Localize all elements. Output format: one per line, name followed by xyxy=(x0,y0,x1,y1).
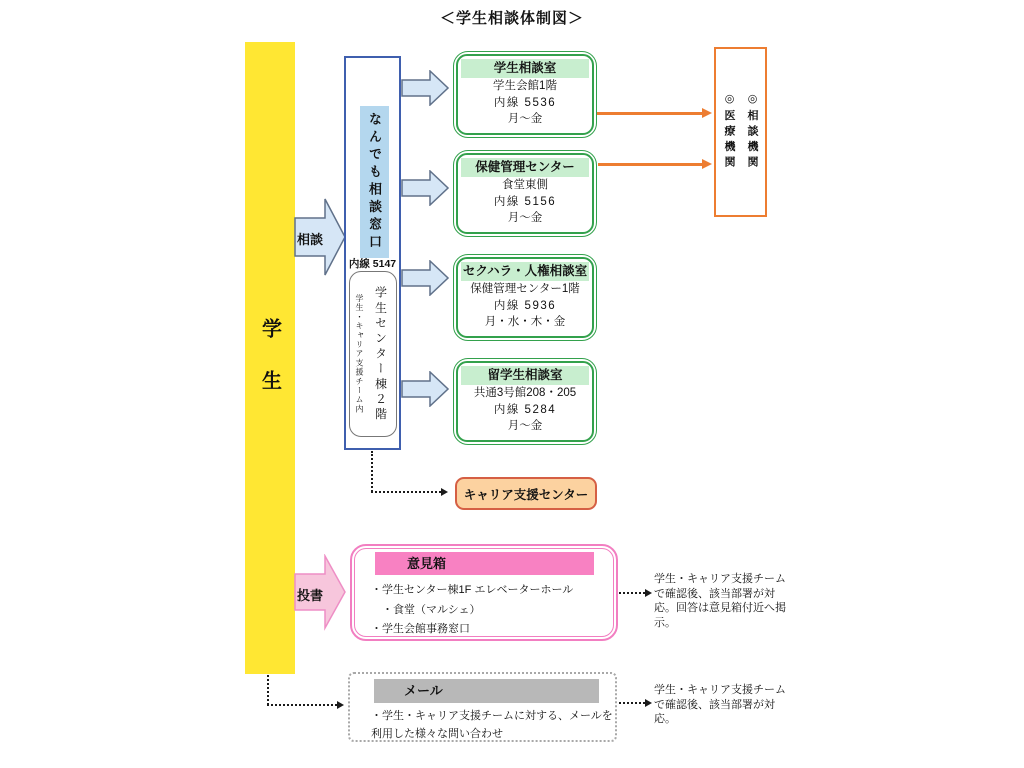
room-location: 食堂東側 xyxy=(502,179,548,191)
flow-arrow-4-icon xyxy=(401,371,449,407)
flow-arrow-3-icon xyxy=(401,260,449,296)
referral-arrowhead-1-icon xyxy=(702,108,712,118)
career-support-center-box: キャリア支援センター xyxy=(455,477,597,510)
dotted-connector-mail-h xyxy=(267,704,337,706)
referral-arrowhead-2-icon xyxy=(702,159,712,169)
room-extension: 内線 5156 xyxy=(493,195,557,208)
dotted-arrowhead-mail-note-icon xyxy=(645,699,652,707)
room-location: 共通3号館208・205 xyxy=(473,387,577,399)
post-flow-label: 投書 xyxy=(296,588,323,603)
opinion-item: ・学生センター棟1F エレベーターホール xyxy=(371,584,574,596)
room-days: 月・水・木・金 xyxy=(484,316,566,328)
dotted-connector-mail-v xyxy=(267,675,269,705)
dotted-arrowhead-mail-icon xyxy=(337,701,344,709)
room-card-harassment xyxy=(453,254,597,341)
room-title: 保健管理センター xyxy=(461,158,589,177)
consult-flow-label: 相談 xyxy=(296,232,323,247)
page-title: ＜学生相談体制図＞ xyxy=(439,10,584,27)
dotted-connector-mail-note xyxy=(619,702,645,704)
flow-arrow-1-icon xyxy=(401,70,449,106)
dotted-connector-opinion-note xyxy=(619,592,645,594)
room-card-student-counsel xyxy=(453,51,597,138)
opinion-item: ・学生会館事務窓口 xyxy=(371,623,470,635)
room-days: 月～金 xyxy=(507,212,543,224)
window-extension: 内線 5147 xyxy=(348,258,397,270)
external-institutions-box xyxy=(714,47,767,217)
dotted-arrowhead-career-icon xyxy=(441,488,448,496)
flow-arrow-2-icon xyxy=(401,170,449,206)
dotted-arrowhead-opinion-note-icon xyxy=(645,589,652,597)
dotted-connector-career-v xyxy=(371,451,373,492)
room-extension: 内線 5536 xyxy=(493,96,557,109)
mail-note: 学生・キャリア支援チームで確認後、該当部署が対応。 xyxy=(654,684,786,725)
room-extension: 内線 5936 xyxy=(493,299,557,312)
room-title: セクハラ・人権相談室 xyxy=(461,262,589,281)
window-building-label: 学生センター棟２階 xyxy=(373,285,388,423)
room-days: 月～金 xyxy=(507,420,543,432)
anything-consult-window-title: なんでも相談窓口 xyxy=(360,106,389,258)
medical-institution-label: ◎医療機関 xyxy=(723,92,735,172)
opinion-box-title: 意見箱 xyxy=(375,552,594,575)
mail-box-body: ・学生・キャリア支援チームに対する、メールを利用した様々な問い合わせ xyxy=(371,710,613,740)
room-location: 学生会館1階 xyxy=(493,80,557,92)
opinion-item: ・食堂（マルシェ） xyxy=(371,603,481,616)
mail-box-title: メール xyxy=(374,679,599,703)
room-card-health-center xyxy=(453,150,597,237)
referral-line-1 xyxy=(597,112,703,115)
room-title: 留学生相談室 xyxy=(461,366,589,385)
student-bar-label: 学生 xyxy=(258,318,281,422)
room-location: 保健管理センター1階 xyxy=(470,283,580,295)
opinion-note: 学生・キャリア支援チームで確認後、該当部署が対応。回答は意見箱付近へ掲示。 xyxy=(654,573,786,629)
referral-line-2 xyxy=(598,163,703,166)
room-days: 月～金 xyxy=(507,113,543,125)
opinion-box-items xyxy=(371,581,573,640)
window-team-label: 学生・キャリア支援チーム内 xyxy=(355,294,364,414)
room-title: 学生相談室 xyxy=(461,59,589,78)
consult-institution-label: ◎相談機関 xyxy=(746,92,758,172)
room-extension: 内線 5284 xyxy=(493,403,557,416)
room-card-international xyxy=(453,358,597,445)
dotted-connector-career-h xyxy=(371,491,441,493)
